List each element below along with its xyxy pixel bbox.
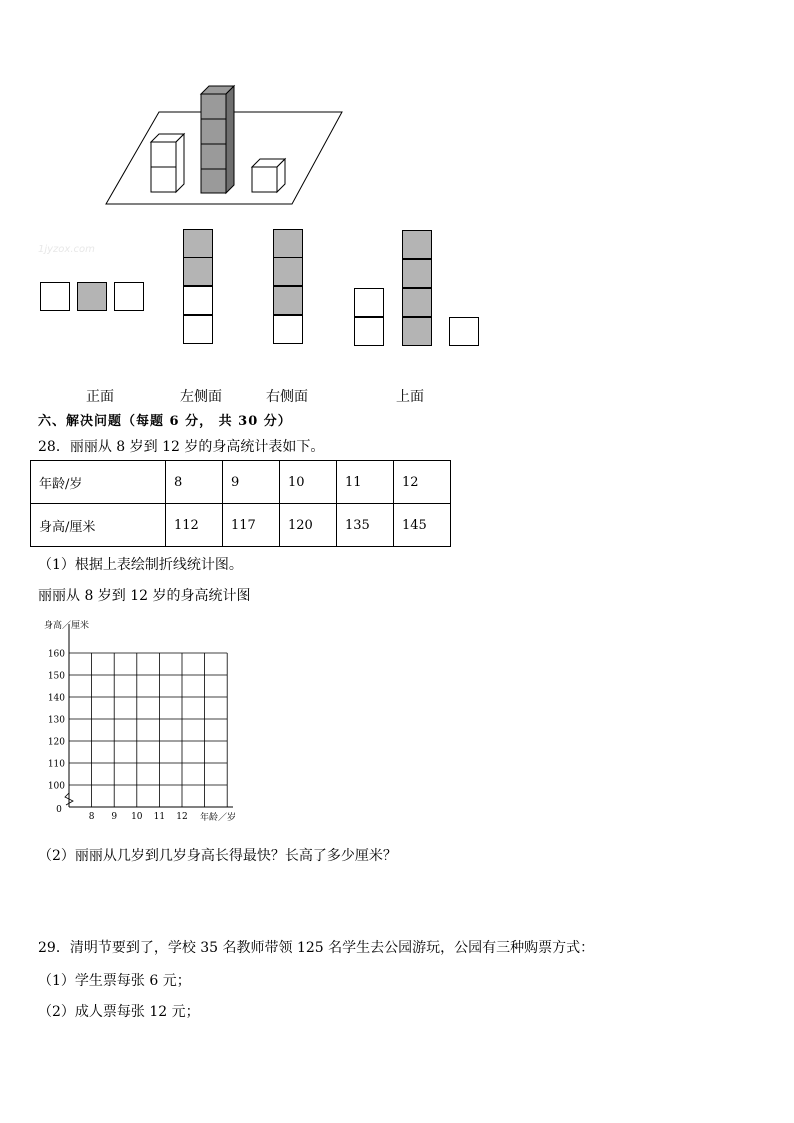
view-square <box>183 286 213 315</box>
table-cell: 10 <box>280 461 337 504</box>
y-tick-label: 120 <box>47 737 65 748</box>
x-tick-label: 10 <box>131 812 143 822</box>
table-header-height: 身高/厘米 <box>31 504 166 547</box>
height-data-table <box>30 460 451 547</box>
y-tick-label: 160 <box>47 649 65 660</box>
x-tick-label: 11 <box>153 812 166 822</box>
view-square <box>183 229 213 258</box>
view-label-top: 上面 <box>396 389 424 405</box>
question-28-part-2: （2）丽丽从几岁到几岁身高长得最快？长高了多少厘米？ <box>38 848 397 864</box>
view-square <box>273 229 303 258</box>
y-tick-label: 150 <box>47 671 65 682</box>
table-cell: 9 <box>223 461 280 504</box>
question-29-option-1: （1）学生票每张 6 元； <box>38 973 191 989</box>
table-cell: 135 <box>337 504 394 547</box>
view-label-right: 右侧面 <box>266 389 308 405</box>
view-square <box>273 257 303 286</box>
view-square <box>40 282 70 311</box>
view-square <box>114 282 144 311</box>
cube-arrangement-figure <box>100 80 350 210</box>
table-cell: 117 <box>223 504 280 547</box>
table-row <box>31 461 451 504</box>
table-cell: 145 <box>394 504 451 547</box>
y-tick-label: 140 <box>47 693 65 704</box>
view-label-left: 左侧面 <box>180 389 222 405</box>
table-row <box>31 504 451 547</box>
x-tick-label: 12 <box>176 812 188 822</box>
question-28-part-1: （1）根据上表绘制折线统计图。 <box>38 557 243 573</box>
view-square <box>402 288 432 317</box>
x-tick-label: 9 <box>111 812 118 822</box>
question-29-option-2: （2）成人票每张 12 元； <box>38 1004 200 1020</box>
table-header-age: 年龄/岁 <box>31 461 166 504</box>
view-square <box>402 230 432 259</box>
y-tick-label: 110 <box>47 759 65 770</box>
question-28-intro: 28．丽丽从 8 岁到 12 岁的身高统计表如下。 <box>38 439 325 455</box>
view-square <box>402 317 432 346</box>
view-square <box>273 286 303 315</box>
view-square <box>402 259 432 288</box>
view-square <box>449 317 479 346</box>
table-cell: 112 <box>166 504 223 547</box>
table-cell: 8 <box>166 461 223 504</box>
table-cell: 120 <box>280 504 337 547</box>
view-square <box>273 315 303 344</box>
view-square <box>77 282 107 311</box>
origin-label: 0 <box>56 805 62 815</box>
watermark: 1jyzox.com <box>38 244 95 255</box>
table-cell: 11 <box>337 461 394 504</box>
view-square <box>354 288 384 317</box>
view-square <box>183 257 213 286</box>
y-tick-label: 100 <box>47 781 65 792</box>
chart-title: 丽丽从 8 岁到 12 岁的身高统计图 <box>38 588 251 604</box>
section-title: 六、解决问题（每题 6 分， 共 30 分） <box>38 414 292 429</box>
y-axis-label: 身高／厘米 <box>44 621 90 631</box>
view-label-front: 正面 <box>86 389 114 405</box>
question-29-intro: 29．清明节要到了，学校 35 名教师带领 125 名学生去公园游玩，公园有三种购票方式： <box>38 940 595 956</box>
x-tick-label: 8 <box>88 812 95 822</box>
view-square <box>183 315 213 344</box>
y-tick-label: 130 <box>47 715 65 726</box>
view-square <box>354 317 384 346</box>
x-axis-label: 年龄／岁 <box>200 813 237 823</box>
table-cell: 12 <box>394 461 451 504</box>
height-line-chart <box>40 614 260 830</box>
